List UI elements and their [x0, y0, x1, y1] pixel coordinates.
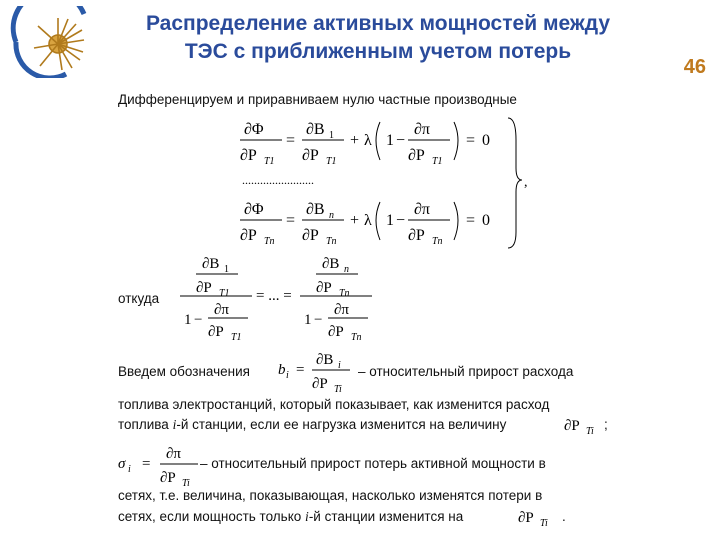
ch-minusn: −	[314, 312, 323, 328]
otkuda-text: откуда	[118, 291, 160, 306]
b-eq: =	[296, 362, 305, 378]
eq1-dP: ∂P	[240, 147, 257, 164]
equation-system	[228, 110, 528, 252]
line-seti-2	[118, 508, 463, 526]
ch-dpi1: ∂π	[214, 302, 229, 318]
eq1-sub: T1	[264, 156, 275, 167]
eq1-zero: 0	[482, 132, 490, 149]
sigma-eq: =	[142, 456, 151, 472]
line-topliva-2	[118, 416, 506, 434]
ch-dPnb: ∂P	[328, 324, 344, 340]
ch-one1: 1	[184, 312, 192, 328]
eqn-dpi: ∂π	[414, 201, 430, 218]
ch-dB1-sub: 1	[224, 264, 229, 275]
eq1-minus: −	[396, 132, 406, 149]
sigma-symbol: σ	[118, 456, 126, 472]
semicolon: ;	[604, 417, 608, 432]
dPTi-inline-2	[516, 504, 560, 532]
ch-dPn: ∂P	[316, 280, 332, 296]
eq1-lambda: λ	[364, 132, 372, 149]
sigma-def-suffix: – относительный прирост потерь активной мощности в	[200, 456, 546, 471]
seti2-pre: сетях, если мощность только	[118, 509, 302, 524]
eq1-sub2: T1	[326, 156, 337, 167]
ch-minus1: −	[194, 312, 203, 328]
sigma-dpi: ∂π	[166, 446, 181, 462]
eqn-dB-sub: n	[329, 210, 334, 221]
eqn-eq2: =	[466, 212, 476, 229]
eqn-sub: Tn	[264, 236, 275, 247]
ch-dP1b: ∂P	[208, 324, 224, 340]
b-def-suffix: – относительный прирост расхода	[358, 364, 574, 379]
slide-title	[104, 10, 652, 66]
ch-dP1: ∂P	[196, 280, 212, 296]
ch-dpin: ∂π	[334, 302, 349, 318]
eq-dots: ........................	[242, 173, 314, 187]
eq1-phi: ∂Φ	[244, 121, 264, 138]
title-line-1: Распределение активных мощностей между	[145, 12, 611, 35]
ch-dP1b-sub: T1	[231, 332, 242, 343]
equation-1	[240, 121, 490, 167]
topliva2-i: i	[172, 417, 177, 432]
b-symbol: b	[278, 362, 286, 378]
vvedem-text: Введем обозначения	[118, 364, 250, 379]
eqn-dB: ∂B	[306, 201, 325, 218]
eqn-dP: ∂P	[240, 227, 257, 244]
seti2-post: -й станции изменится на	[308, 509, 464, 524]
eq1-eq2: =	[466, 132, 476, 149]
eqn-dP3: ∂P	[408, 227, 425, 244]
ch-onen: 1	[304, 312, 312, 328]
title-line-2: ТЭС с приближенным учетом потерь	[184, 40, 572, 63]
eq1-eq: =	[286, 132, 296, 149]
dPTi-inline-1	[562, 412, 602, 438]
inline2-sub: Ti	[540, 518, 548, 529]
inline2-dP: ∂P	[518, 510, 534, 526]
ch-dBn-sub: n	[344, 264, 349, 275]
inline1-dP: ∂P	[564, 418, 580, 434]
seti2-i: i	[305, 509, 309, 524]
equation-n	[240, 201, 490, 247]
eqn-plus: +	[350, 212, 360, 229]
ch-dPnb-sub: Tn	[351, 332, 362, 343]
equality-chain	[176, 248, 376, 344]
intro-text: Дифференцируем и приравниваем нулю частные производные	[118, 92, 517, 107]
eqn-dP2: ∂P	[302, 227, 319, 244]
b-sub: i	[286, 370, 289, 381]
period: .	[562, 509, 566, 524]
topliva2-pre: топлива	[118, 417, 169, 432]
b-dP-sub: Ti	[334, 384, 342, 394]
eqn-lambda: λ	[364, 212, 372, 229]
eq1-dB-sub: 1	[329, 130, 334, 141]
company-logo	[6, 6, 102, 78]
ch-dBn: ∂B	[322, 256, 340, 272]
sigma-dP: ∂P	[160, 470, 176, 486]
ch-dP1-sub: T1	[219, 288, 230, 299]
eq1-dB: ∂B	[306, 121, 325, 138]
b-dB: ∂B	[316, 352, 334, 368]
slide-number: 46	[683, 56, 706, 78]
b-dB-sub: i	[338, 360, 341, 371]
system-comma: ,	[524, 175, 528, 190]
eqn-phi: ∂Φ	[244, 201, 264, 218]
eq1-one: 1	[386, 132, 394, 149]
eqn-one: 1	[386, 212, 394, 229]
line-topliva-1: топлива электростанций, который показывает, как изменится расход	[118, 397, 550, 412]
eqn-sub3: Tn	[432, 236, 443, 247]
line-seti-1: сетях, т.е. величина, показывающая, насколько изменятся потери в	[118, 488, 543, 503]
ch-dPn-sub: Tn	[339, 288, 350, 299]
sigma-sub: i	[128, 464, 131, 475]
ch-dB1: ∂B	[202, 256, 220, 272]
b-dP: ∂P	[312, 376, 328, 392]
system-brace	[508, 118, 522, 248]
eqn-sub2: Tn	[326, 236, 337, 247]
topliva2-post: -й станции, если ее нагрузка изменится на величину	[176, 417, 507, 432]
eq1-dpi: ∂π	[414, 121, 430, 138]
sigma-dP-sub: Ti	[182, 478, 190, 488]
eqn-eq: =	[286, 212, 296, 229]
ch-ellipsis: = ... =	[256, 288, 292, 304]
eq1-sub3: T1	[432, 156, 443, 167]
eq1-plus: +	[350, 132, 360, 149]
b-definition	[272, 348, 352, 394]
eqn-minus: −	[396, 212, 406, 229]
sigma-definition	[116, 442, 200, 488]
eq1-dP2: ∂P	[302, 147, 319, 164]
inline1-sub: Ti	[586, 426, 594, 437]
eq1-dP3: ∂P	[408, 147, 425, 164]
eqn-zero: 0	[482, 212, 490, 229]
